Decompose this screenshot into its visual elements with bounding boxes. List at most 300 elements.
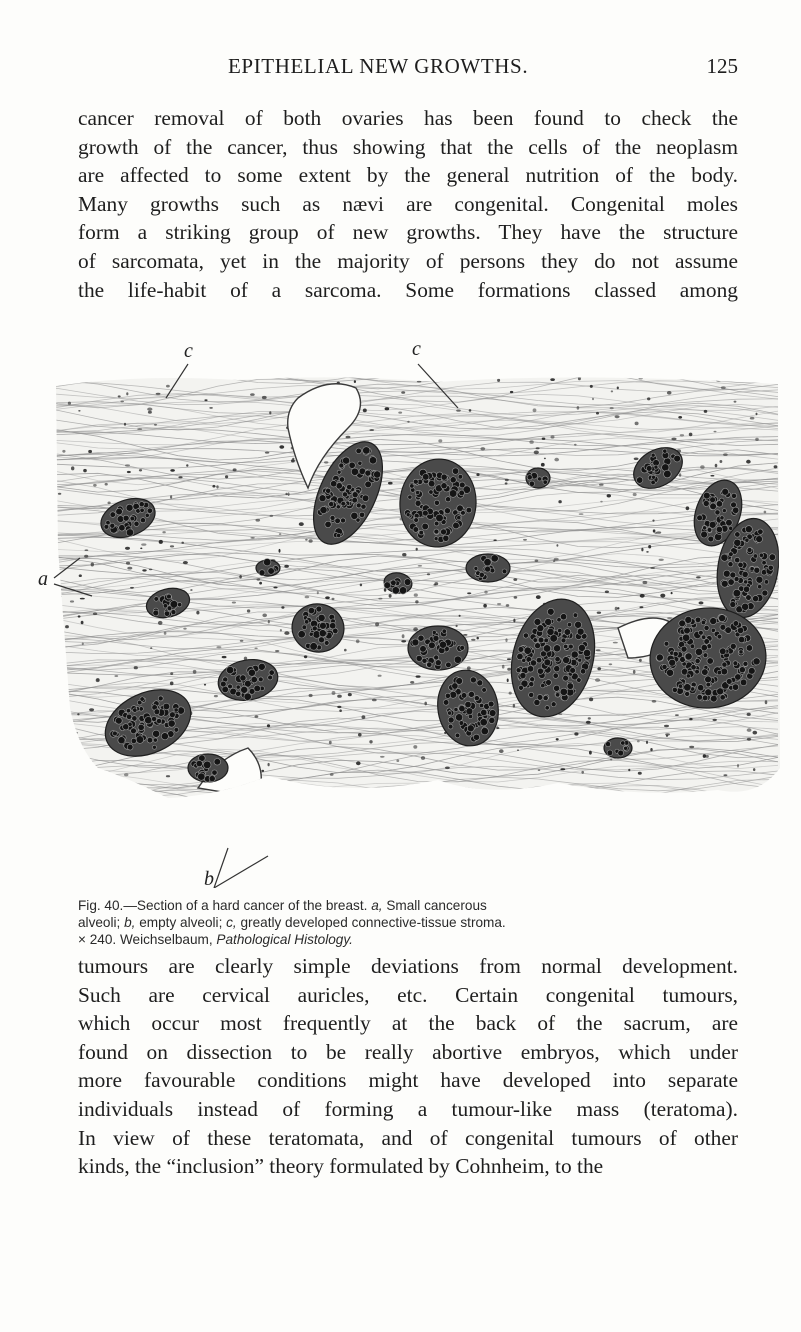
stroma-nucleus bbox=[617, 387, 619, 390]
stroma-nucleus bbox=[108, 502, 111, 505]
stroma-nucleus bbox=[418, 565, 422, 567]
stroma-nucleus bbox=[592, 398, 594, 400]
cancer-alveolus bbox=[526, 468, 550, 488]
stroma-nucleus bbox=[250, 537, 254, 539]
stroma-nucleus bbox=[385, 407, 390, 410]
stroma-nucleus bbox=[427, 573, 430, 575]
stroma-nucleus bbox=[134, 666, 138, 669]
stroma-nucleus bbox=[542, 438, 546, 440]
stroma-nucleus bbox=[633, 493, 637, 496]
stroma-nucleus bbox=[605, 591, 609, 594]
stroma-nucleus bbox=[139, 469, 142, 471]
stroma-nucleus bbox=[80, 598, 85, 600]
stroma-nucleus bbox=[204, 399, 207, 401]
stroma-nucleus bbox=[410, 681, 414, 684]
stroma-nucleus bbox=[523, 539, 527, 541]
stroma-nucleus bbox=[643, 581, 648, 584]
stroma-nucleus bbox=[280, 629, 282, 632]
stroma-nucleus bbox=[166, 775, 170, 777]
stroma-nucleus bbox=[71, 466, 74, 470]
stroma-nucleus bbox=[137, 428, 142, 430]
stroma-nucleus bbox=[535, 560, 539, 562]
stroma-nucleus bbox=[541, 463, 545, 467]
stroma-nucleus bbox=[124, 423, 126, 426]
stroma-nucleus bbox=[590, 385, 593, 388]
text-line: growth of the cancer, thus showing that the cells of the neoplasm bbox=[78, 134, 738, 159]
stroma-nucleus bbox=[579, 513, 584, 515]
stroma-nucleus bbox=[77, 713, 79, 715]
stroma-nucleus bbox=[596, 649, 601, 651]
stroma-nucleus bbox=[723, 774, 727, 776]
stroma-nucleus bbox=[309, 539, 313, 543]
stroma-nucleus bbox=[375, 622, 379, 626]
stroma-nucleus bbox=[183, 628, 186, 630]
stroma-nucleus bbox=[560, 768, 565, 770]
stroma-nucleus bbox=[493, 539, 496, 541]
stroma-nucleus bbox=[142, 569, 146, 571]
stroma-nucleus bbox=[753, 731, 758, 735]
stroma-nucleus bbox=[389, 594, 392, 598]
stroma-nucleus bbox=[96, 678, 100, 682]
stroma-nucleus bbox=[553, 560, 555, 562]
stroma-nucleus bbox=[330, 773, 334, 776]
cancer-alveolus bbox=[188, 754, 228, 782]
stroma-nucleus bbox=[413, 745, 417, 749]
caption-line-2 bbox=[78, 914, 738, 931]
stroma-nucleus bbox=[679, 473, 681, 477]
text-line: are affected to some extent by the general nutrition of the body. bbox=[78, 163, 738, 188]
stroma-nucleus bbox=[756, 413, 758, 416]
page-number: 125 bbox=[706, 54, 738, 78]
stroma-nucleus bbox=[209, 407, 213, 409]
stroma-nucleus bbox=[533, 408, 537, 412]
stroma-nucleus bbox=[74, 732, 78, 734]
stroma-nucleus bbox=[723, 453, 728, 456]
stroma-nucleus bbox=[68, 402, 71, 405]
stroma-nucleus bbox=[753, 768, 755, 771]
stroma-nucleus bbox=[416, 548, 418, 551]
stroma-nucleus bbox=[147, 408, 152, 411]
stroma-nucleus bbox=[456, 625, 458, 627]
stroma-nucleus bbox=[332, 598, 335, 600]
stroma-nucleus bbox=[268, 763, 270, 766]
stroma-nucleus bbox=[639, 377, 643, 380]
stroma-nucleus bbox=[170, 672, 173, 675]
stroma-nucleus bbox=[574, 732, 578, 735]
text-line: more favourable conditions might have developed into separate bbox=[78, 1068, 738, 1093]
stroma-nucleus bbox=[477, 637, 479, 640]
stroma-nucleus bbox=[83, 469, 87, 472]
stroma-nucleus bbox=[641, 548, 643, 552]
stroma-nucleus bbox=[689, 746, 694, 748]
stroma-nucleus bbox=[554, 558, 559, 561]
stroma-nucleus bbox=[509, 692, 512, 695]
stroma-nucleus bbox=[402, 634, 405, 638]
stroma-nucleus bbox=[714, 431, 717, 433]
stroma-nucleus bbox=[476, 473, 479, 476]
stroma-nucleus bbox=[659, 559, 664, 561]
stroma-nucleus bbox=[713, 719, 717, 721]
caption-line-3 bbox=[78, 931, 738, 948]
stroma-nucleus bbox=[232, 602, 236, 604]
stroma-nucleus bbox=[156, 393, 161, 395]
stroma-nucleus bbox=[85, 549, 89, 551]
stroma-nucleus bbox=[664, 725, 669, 727]
stroma-nucleus bbox=[699, 601, 704, 604]
stroma-nucleus bbox=[239, 575, 242, 578]
stroma-nucleus bbox=[513, 578, 517, 581]
stroma-nucleus bbox=[170, 682, 174, 686]
stroma-nucleus bbox=[346, 436, 351, 439]
stroma-nucleus bbox=[734, 401, 737, 403]
stroma-nucleus bbox=[648, 545, 651, 548]
caption-text: greatly developed connective-tissue stroma. bbox=[240, 915, 506, 931]
stroma-nucleus bbox=[181, 542, 184, 544]
stroma-nucleus bbox=[551, 435, 555, 438]
stroma-nucleus bbox=[716, 379, 721, 381]
stroma-nucleus bbox=[497, 727, 499, 729]
stroma-nucleus bbox=[611, 390, 613, 392]
stroma-nucleus bbox=[667, 617, 672, 619]
stroma-nucleus bbox=[471, 639, 475, 641]
stroma-nucleus bbox=[216, 646, 221, 648]
stroma-nucleus bbox=[700, 465, 704, 469]
stroma-nucleus bbox=[309, 694, 313, 697]
stroma-nucleus bbox=[170, 495, 172, 498]
stroma-nucleus bbox=[268, 620, 270, 623]
stroma-nucleus bbox=[250, 393, 255, 396]
text-line: individuals instead of forming a tumour-like mass (teratoma). bbox=[78, 1096, 738, 1121]
stroma-nucleus bbox=[281, 606, 284, 608]
histology-figure bbox=[18, 328, 786, 888]
stroma-nucleus bbox=[589, 698, 593, 702]
stroma-nucleus bbox=[279, 549, 281, 553]
stroma-nucleus bbox=[652, 520, 654, 522]
stroma-nucleus bbox=[646, 741, 648, 744]
stroma-nucleus bbox=[183, 561, 188, 564]
stroma-nucleus bbox=[696, 576, 701, 578]
running-head bbox=[78, 54, 738, 82]
stroma-nucleus bbox=[646, 551, 649, 553]
stroma-nucleus bbox=[755, 438, 759, 441]
stroma-nucleus bbox=[647, 397, 650, 400]
stroma-nucleus bbox=[105, 483, 108, 486]
stroma-nucleus bbox=[154, 424, 157, 426]
stroma-nucleus bbox=[149, 569, 153, 571]
figure-caption bbox=[78, 897, 738, 949]
stroma-nucleus bbox=[556, 544, 558, 547]
stroma-nucleus bbox=[737, 764, 739, 768]
stroma-nucleus bbox=[88, 450, 92, 453]
stroma-nucleus bbox=[348, 693, 352, 696]
stroma-nucleus bbox=[600, 501, 602, 503]
stroma-nucleus bbox=[216, 485, 218, 488]
stroma-nucleus bbox=[615, 607, 618, 611]
stroma-nucleus bbox=[93, 484, 97, 487]
stroma-nucleus bbox=[60, 763, 65, 766]
stroma-nucleus bbox=[597, 667, 601, 670]
stroma-nucleus bbox=[259, 582, 262, 585]
stroma-nucleus bbox=[445, 767, 450, 770]
paragraph-top bbox=[78, 104, 738, 304]
stroma-nucleus bbox=[240, 640, 244, 642]
stroma-nucleus bbox=[720, 460, 723, 463]
stroma-nucleus bbox=[416, 675, 421, 677]
stroma-nucleus bbox=[56, 619, 60, 623]
stroma-nucleus bbox=[747, 738, 751, 741]
text-line: form a striking group of new growths. They have the structure bbox=[78, 220, 738, 245]
stroma-nucleus bbox=[502, 665, 505, 669]
text-line: the life-habit of a sarcoma. Some formations classed among bbox=[78, 277, 738, 302]
stroma-nucleus bbox=[505, 638, 507, 642]
stroma-nucleus bbox=[484, 591, 487, 594]
stroma-nucleus bbox=[595, 678, 600, 682]
stroma-nucleus bbox=[586, 721, 591, 724]
stroma-nucleus bbox=[79, 574, 82, 577]
stroma-nucleus bbox=[337, 706, 341, 708]
stroma-nucleus bbox=[459, 615, 461, 617]
stroma-nucleus bbox=[637, 740, 640, 742]
label-c-right: c bbox=[412, 338, 421, 360]
stroma-nucleus bbox=[544, 458, 546, 460]
stroma-nucleus bbox=[396, 759, 399, 762]
stroma-nucleus bbox=[634, 458, 639, 461]
stroma-nucleus bbox=[273, 587, 277, 589]
stroma-nucleus bbox=[774, 465, 778, 468]
stroma-nucleus bbox=[513, 704, 515, 708]
stroma-nucleus bbox=[517, 749, 519, 751]
stroma-nucleus bbox=[126, 562, 130, 565]
stroma-nucleus bbox=[344, 649, 347, 652]
caption-text: empty alveoli; bbox=[139, 915, 223, 931]
stroma-nucleus bbox=[765, 700, 768, 704]
stroma-nucleus bbox=[78, 615, 81, 617]
stroma-nucleus bbox=[483, 604, 487, 608]
stroma-nucleus bbox=[317, 591, 319, 594]
stroma-nucleus bbox=[369, 740, 372, 743]
stroma-nucleus bbox=[305, 596, 310, 599]
stroma-nucleus bbox=[125, 464, 130, 466]
caption-text: × 240. Weichselbaum, bbox=[78, 932, 213, 948]
stroma-nucleus bbox=[610, 759, 612, 761]
stroma-nucleus bbox=[655, 532, 658, 534]
stroma-nucleus bbox=[415, 600, 418, 603]
stroma-nucleus bbox=[363, 409, 367, 413]
stroma-nucleus bbox=[588, 717, 591, 719]
stroma-nucleus bbox=[378, 598, 382, 600]
stroma-nucleus bbox=[196, 611, 199, 615]
stroma-nucleus bbox=[262, 614, 267, 618]
stroma-nucleus bbox=[633, 670, 636, 674]
stroma-nucleus bbox=[170, 545, 174, 547]
stroma-nucleus bbox=[671, 592, 673, 594]
stroma-nucleus bbox=[118, 395, 121, 397]
stroma-nucleus bbox=[362, 715, 366, 719]
stroma-nucleus bbox=[689, 433, 693, 437]
stroma-nucleus bbox=[660, 594, 665, 598]
stroma-nucleus bbox=[78, 410, 80, 412]
stroma-nucleus bbox=[480, 447, 485, 450]
stroma-nucleus bbox=[256, 519, 261, 522]
stroma-nucleus bbox=[715, 464, 718, 468]
stroma-nucleus bbox=[222, 656, 227, 658]
stroma-nucleus bbox=[417, 381, 422, 383]
stroma-nucleus bbox=[190, 589, 192, 591]
stroma-nucleus bbox=[254, 648, 257, 650]
stroma-nucleus bbox=[456, 409, 461, 411]
text-line: tumours are clearly simple deviations from normal development. bbox=[78, 954, 738, 978]
stroma-nucleus bbox=[257, 578, 261, 580]
stroma-nucleus bbox=[554, 458, 559, 462]
stroma-nucleus bbox=[667, 391, 672, 395]
text-line: cancer removal of both ovaries has been found to check the bbox=[78, 106, 738, 130]
stroma-nucleus bbox=[706, 755, 709, 758]
stroma-fiber bbox=[18, 790, 778, 827]
caption-line-1 bbox=[78, 897, 738, 914]
stroma-nucleus bbox=[279, 533, 282, 535]
stroma-nucleus bbox=[747, 713, 751, 716]
stroma-nucleus bbox=[507, 668, 511, 671]
stroma-nucleus bbox=[652, 700, 657, 703]
stroma-nucleus bbox=[70, 600, 74, 602]
stroma-nucleus bbox=[505, 482, 508, 484]
tissue-section bbox=[18, 328, 786, 888]
stroma-nucleus bbox=[538, 769, 541, 771]
stroma-nucleus bbox=[650, 748, 652, 751]
stroma-nucleus bbox=[577, 406, 580, 410]
stroma-nucleus bbox=[710, 475, 714, 477]
stroma-nucleus bbox=[607, 494, 611, 497]
stroma-nucleus bbox=[413, 627, 418, 631]
stroma-nucleus bbox=[212, 485, 215, 488]
stroma-nucleus bbox=[721, 386, 726, 389]
text-line: kinds, the “inclusion” theory formulated by Cohnheim, to the bbox=[78, 1154, 604, 1179]
stroma-nucleus bbox=[686, 506, 690, 510]
stroma-nucleus bbox=[378, 675, 382, 677]
stroma-nucleus bbox=[82, 643, 84, 646]
stroma-nucleus bbox=[438, 439, 442, 442]
stroma-nucleus bbox=[497, 603, 501, 605]
stroma-nucleus bbox=[764, 511, 767, 514]
stroma-nucleus bbox=[578, 377, 581, 380]
stroma-nucleus bbox=[469, 409, 472, 412]
stroma-nucleus bbox=[164, 632, 167, 635]
stroma-nucleus bbox=[358, 733, 362, 737]
stroma-nucleus bbox=[513, 619, 515, 623]
cancer-alveolus bbox=[408, 626, 468, 670]
stroma-nucleus bbox=[506, 604, 510, 607]
stroma-nucleus bbox=[640, 594, 645, 598]
stroma-nucleus bbox=[613, 642, 618, 644]
stroma-nucleus bbox=[329, 741, 332, 744]
stroma-nucleus bbox=[384, 588, 387, 592]
stroma-nucleus bbox=[369, 429, 374, 431]
stroma-nucleus bbox=[225, 475, 228, 478]
stroma-nucleus bbox=[467, 592, 471, 594]
stroma-nucleus bbox=[514, 596, 518, 599]
stroma-nucleus bbox=[463, 634, 467, 636]
stroma-nucleus bbox=[507, 658, 511, 660]
stroma-nucleus bbox=[510, 391, 513, 393]
stroma-nucleus bbox=[65, 625, 69, 628]
stroma-nucleus bbox=[120, 401, 124, 403]
stroma-nucleus bbox=[746, 460, 751, 464]
caption-text: Fig. 40.—Section of a hard cancer of the breast. bbox=[78, 898, 368, 913]
stroma-nucleus bbox=[421, 756, 425, 760]
stroma-nucleus bbox=[267, 724, 270, 727]
stroma-nucleus bbox=[402, 553, 406, 556]
stroma-nucleus bbox=[689, 718, 692, 720]
stroma-nucleus bbox=[777, 774, 780, 777]
stroma-nucleus bbox=[550, 378, 555, 381]
label-a: a bbox=[38, 568, 48, 590]
stroma-nucleus bbox=[339, 709, 342, 712]
stroma-nucleus bbox=[388, 482, 393, 485]
stroma-nucleus bbox=[89, 708, 94, 711]
stroma-nucleus bbox=[58, 493, 61, 495]
caption-label-b: b, bbox=[124, 915, 136, 931]
stroma-nucleus bbox=[325, 596, 330, 599]
stroma-nucleus bbox=[639, 606, 643, 608]
stroma-nucleus bbox=[265, 452, 269, 454]
stroma-nucleus bbox=[166, 385, 170, 388]
stroma-nucleus bbox=[558, 500, 561, 503]
stroma-nucleus bbox=[93, 613, 97, 616]
stroma-nucleus bbox=[599, 484, 604, 486]
stroma-nucleus bbox=[299, 522, 304, 526]
stroma-nucleus bbox=[536, 447, 540, 449]
stroma-nucleus bbox=[275, 650, 279, 652]
stroma-nucleus bbox=[414, 593, 418, 596]
stroma-nucleus bbox=[186, 464, 188, 466]
stroma-nucleus bbox=[159, 540, 163, 544]
stroma-nucleus bbox=[424, 702, 427, 706]
stroma-nucleus bbox=[507, 679, 509, 683]
stroma-nucleus bbox=[337, 695, 342, 698]
stroma-nucleus bbox=[639, 659, 642, 662]
stroma-nucleus bbox=[304, 655, 307, 658]
stroma-nucleus bbox=[678, 416, 682, 419]
text-line: found on dissection to be really abortive embryos, which under bbox=[78, 1039, 738, 1064]
stroma-nucleus bbox=[233, 468, 237, 471]
stroma-nucleus bbox=[84, 555, 88, 558]
stroma-nucleus bbox=[628, 769, 630, 772]
stroma-nucleus bbox=[284, 565, 289, 568]
stroma-nucleus bbox=[150, 647, 152, 649]
stroma-nucleus bbox=[747, 728, 752, 732]
stroma-nucleus bbox=[401, 391, 405, 394]
stroma-nucleus bbox=[178, 476, 182, 478]
stroma-nucleus bbox=[398, 412, 402, 414]
stroma-nucleus bbox=[126, 392, 128, 395]
stroma-nucleus bbox=[372, 699, 377, 702]
caption-label-c: c, bbox=[226, 915, 237, 931]
stroma-nucleus bbox=[635, 422, 639, 426]
stroma-nucleus bbox=[204, 684, 206, 686]
stroma-nucleus bbox=[356, 639, 360, 643]
stroma-nucleus bbox=[270, 515, 274, 517]
stroma-nucleus bbox=[130, 587, 134, 589]
label-b: b bbox=[204, 868, 214, 890]
stroma-nucleus bbox=[401, 640, 406, 642]
stroma-nucleus bbox=[380, 756, 385, 758]
stroma-nucleus bbox=[609, 663, 613, 665]
stroma-nucleus bbox=[675, 714, 679, 716]
stroma-nucleus bbox=[529, 440, 533, 444]
caption-source: Pathological Histology. bbox=[216, 932, 353, 948]
stroma-nucleus bbox=[284, 631, 289, 635]
stroma-nucleus bbox=[704, 410, 708, 413]
